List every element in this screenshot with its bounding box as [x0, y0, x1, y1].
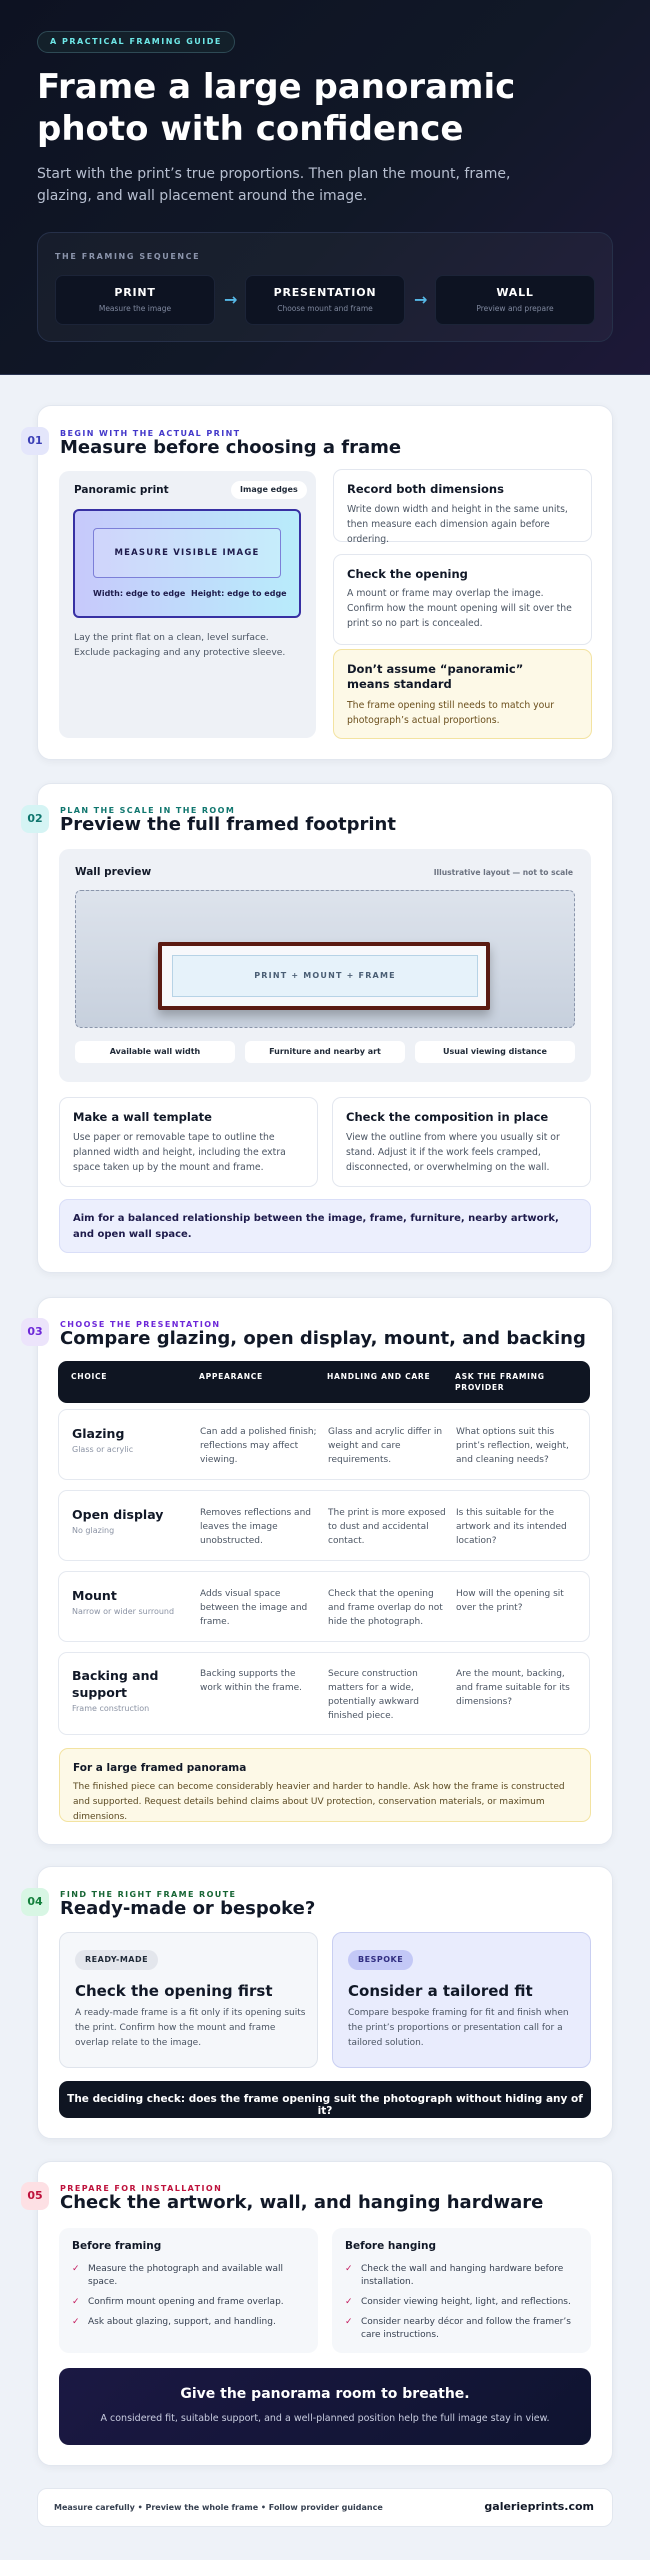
- section-number: 04: [21, 1888, 49, 1916]
- section-kicker: BEGIN WITH THE ACTUAL PRINT: [60, 429, 241, 438]
- hero-section: [0, 0, 650, 375]
- section-number: 03: [21, 1318, 49, 1346]
- arrow-right-icon: →: [414, 290, 428, 309]
- row-name: Backing and support: [72, 1668, 159, 1700]
- table-row: [58, 1409, 590, 1480]
- row-name: Open display: [72, 1507, 164, 1522]
- image-edges-tag: Image edges: [231, 481, 307, 499]
- header-care: HANDLING AND CARE: [327, 1372, 431, 1381]
- row-ask: How will the opening sit over the print?: [456, 1589, 564, 1613]
- box-title: Make a wall template: [73, 1110, 212, 1124]
- checklist-item: ✓ Ask about glazing, support, and handling.: [72, 2316, 310, 2329]
- step-desc: Measure the image: [98, 304, 172, 313]
- check-opening-box: [333, 554, 592, 645]
- deciding-check-text: The deciding check: does the frame opening suit the photograph without hiding any of it?: [67, 2093, 583, 2117]
- width-label: Width: edge to edge: [93, 589, 186, 598]
- record-dimensions-box: [333, 469, 592, 545]
- box-title: Don’t assume “panoramic” means standard: [347, 662, 524, 691]
- row-sub: No glazing: [72, 1526, 115, 1535]
- section-title: Check the artwork, wall, and hanging hardware: [60, 2192, 544, 2213]
- ready-made-tag: READY-MADE: [75, 1950, 158, 1970]
- panoramic-warning-box: [333, 649, 592, 739]
- option-title: Check the opening first: [75, 1982, 273, 2000]
- framing-sequence: [37, 232, 613, 342]
- row-sub: Frame construction: [72, 1704, 150, 1713]
- option-text: A ready-made frame is a fit only if its opening suits the print. Confirm how the mount and frame overlap relate to the image.: [75, 2008, 306, 2048]
- step-label: WALL: [496, 286, 534, 299]
- section-number: 01: [21, 427, 49, 455]
- step-presentation: [245, 275, 405, 325]
- header-choice: CHOICE: [71, 1372, 108, 1381]
- wall-title: Wall preview: [75, 866, 152, 878]
- box-text: Use paper or removable tape to outline the planned width and height, including the extra space taken up by the mount and frame.: [73, 1132, 286, 1173]
- panel-title: Panoramic print: [74, 484, 169, 496]
- option-text: Compare bespoke framing for fit and finish when the print’s proportions or presentation call for a tailored solution.: [348, 2008, 569, 2048]
- row-care: Secure construction matters for a wide, potentially awkward finished piece.: [328, 1669, 419, 1721]
- box-title: Check the opening: [347, 567, 468, 581]
- before-framing-list: [72, 2263, 310, 2336]
- before-framing-title: Before framing: [72, 2240, 162, 2252]
- table-row: [58, 1490, 590, 1561]
- section-title: Measure before choosing a frame: [60, 437, 402, 458]
- panel-note: Lay the print flat on a clean, level surface. Exclude packaging and any protective sleeve.: [74, 632, 286, 658]
- height-label: Height: edge to edge: [191, 589, 287, 598]
- row-sub: Narrow or wider surround: [72, 1607, 175, 1616]
- section-kicker: FIND THE RIGHT FRAME ROUTE: [60, 1890, 237, 1899]
- box-text: View the outline from where you usually sit or stand. Adjust it if the work feels cramped, disconnected, or overwhelming on the wall.: [346, 1132, 560, 1173]
- row-ask: Is this suitable for the artwork and its intended location?: [456, 1508, 567, 1546]
- row-care: Check that the opening and frame overlap do not hide the photograph.: [328, 1589, 443, 1627]
- measure-label: MEASURE VISIBLE IMAGE: [114, 548, 260, 558]
- wall-note: Illustrative layout — not to scale: [433, 868, 573, 877]
- breathe-banner: [59, 2368, 591, 2445]
- row-appearance: Can add a polished finish; reflections may affect viewing.: [200, 1427, 317, 1465]
- row-appearance: Adds visual space between the image and frame.: [200, 1589, 308, 1627]
- callout-text: Aim for a balanced relationship between the image, frame, furniture, nearby artwork, and open wall space.: [73, 1213, 559, 1240]
- checklist-item: ✓ Consider viewing height, light, and reflections.: [345, 2296, 583, 2309]
- page-subtitle: Start with the print’s true proportions. Then plan the mount, frame, glazing, and wall placement around the image.: [37, 166, 511, 204]
- table-row: [58, 1652, 590, 1735]
- row-appearance: Removes reflections and leaves the image unobstructed.: [200, 1508, 311, 1546]
- section-kicker: CHOOSE THE PRESENTATION: [60, 1320, 221, 1329]
- wall-template-box: [59, 1097, 318, 1187]
- row-appearance: Backing supports the work within the frame.: [200, 1669, 302, 1693]
- section-number: 05: [21, 2182, 49, 2210]
- step-desc: Preview and prepare: [476, 304, 554, 313]
- guide-badge: A PRACTICAL FRAMING GUIDE: [37, 31, 235, 53]
- section-kicker: PLAN THE SCALE IN THE ROOM: [60, 806, 236, 815]
- before-hanging-list: [345, 2263, 583, 2349]
- box-title: Record both dimensions: [347, 482, 504, 496]
- banner-text: A considered fit, suitable support, and a well-planned position help the full image stay in view.: [100, 2413, 550, 2424]
- section-title: Preview the full framed footprint: [60, 814, 396, 835]
- checklist-item: ✓ Consider nearby décor and follow the framer’s care instructions.: [345, 2316, 583, 2342]
- before-hanging-title: Before hanging: [345, 2240, 437, 2252]
- step-wall: [435, 275, 595, 325]
- table-header: [58, 1361, 590, 1403]
- row-name: Mount: [72, 1588, 117, 1603]
- checklist-item: ✓ Confirm mount opening and frame overlap.: [72, 2296, 310, 2309]
- note-text: The finished piece can become considerably heavier and harder to handle. Ask how the frame is constructed and supported. Request details behind claims about UV protection, conservation materials, or maximum dimensions.: [73, 1782, 565, 1822]
- banner-title: Give the panorama room to breathe.: [180, 2386, 470, 2402]
- sequence-title: THE FRAMING SEQUENCE: [55, 252, 201, 261]
- frame-label: PRINT + MOUNT + FRAME: [254, 971, 396, 980]
- section-title: Ready-made or bespoke?: [60, 1898, 316, 1919]
- bespoke-tag: BESPOKE: [348, 1950, 413, 1970]
- option-title: Consider a tailored fit: [348, 1982, 533, 2000]
- box-text: A mount or frame may overlap the image. Confirm how the mount opening will sit over the print so no part is concealed.: [347, 588, 572, 629]
- row-care: Glass and acrylic differ in weight and care requirements.: [328, 1427, 443, 1465]
- row-ask: What options suit this print’s reflection, weight, and cleaning needs?: [456, 1427, 569, 1465]
- step-label: PRINT: [114, 286, 156, 299]
- table-row: [58, 1571, 590, 1642]
- note-title: For a large framed panorama: [73, 1762, 247, 1774]
- page-title: Frame a large panoramic photo with confidence: [37, 67, 516, 149]
- row-name: Glazing: [72, 1426, 125, 1441]
- section-number: 02: [21, 805, 49, 833]
- step-print: [55, 275, 215, 325]
- footer-tagline: Measure carefully • Preview the whole frame • Follow provider guidance: [54, 2503, 383, 2512]
- header-ask: ASK THE FRAMING PROVIDER: [455, 1372, 545, 1392]
- row-care: The print is more exposed to dust and accidental contact.: [328, 1508, 446, 1546]
- composition-box: [332, 1097, 591, 1187]
- box-title: Check the composition in place: [346, 1110, 549, 1124]
- header-appearance: APPEARANCE: [199, 1372, 263, 1381]
- row-sub: Glass or acrylic: [72, 1445, 134, 1454]
- step-desc: Choose mount and frame: [277, 304, 373, 313]
- section-kicker: PREPARE FOR INSTALLATION: [60, 2184, 223, 2193]
- arrow-right-icon: →: [224, 290, 238, 309]
- step-label: PRESENTATION: [273, 286, 377, 299]
- section-title: Compare glazing, open display, mount, and backing: [60, 1328, 586, 1349]
- furniture-chip: Furniture and nearby art: [245, 1041, 405, 1063]
- box-text: Write down width and height in the same units, then measure each dimension again before ordering.: [347, 504, 568, 545]
- row-ask: Are the mount, backing, and frame suitable for its dimensions?: [456, 1669, 570, 1707]
- checklist-item: ✓ Check the wall and hanging hardware before installation.: [345, 2263, 583, 2289]
- checklist-item: ✓ Measure the photograph and available wall space.: [72, 2263, 310, 2289]
- footer-brand[interactable]: galerieprints.com: [484, 2500, 594, 2513]
- wall-width-chip: Available wall width: [75, 1041, 235, 1063]
- viewing-distance-chip: Usual viewing distance: [415, 1041, 575, 1063]
- box-text: The frame opening still needs to match your photograph’s actual proportions.: [347, 700, 555, 726]
